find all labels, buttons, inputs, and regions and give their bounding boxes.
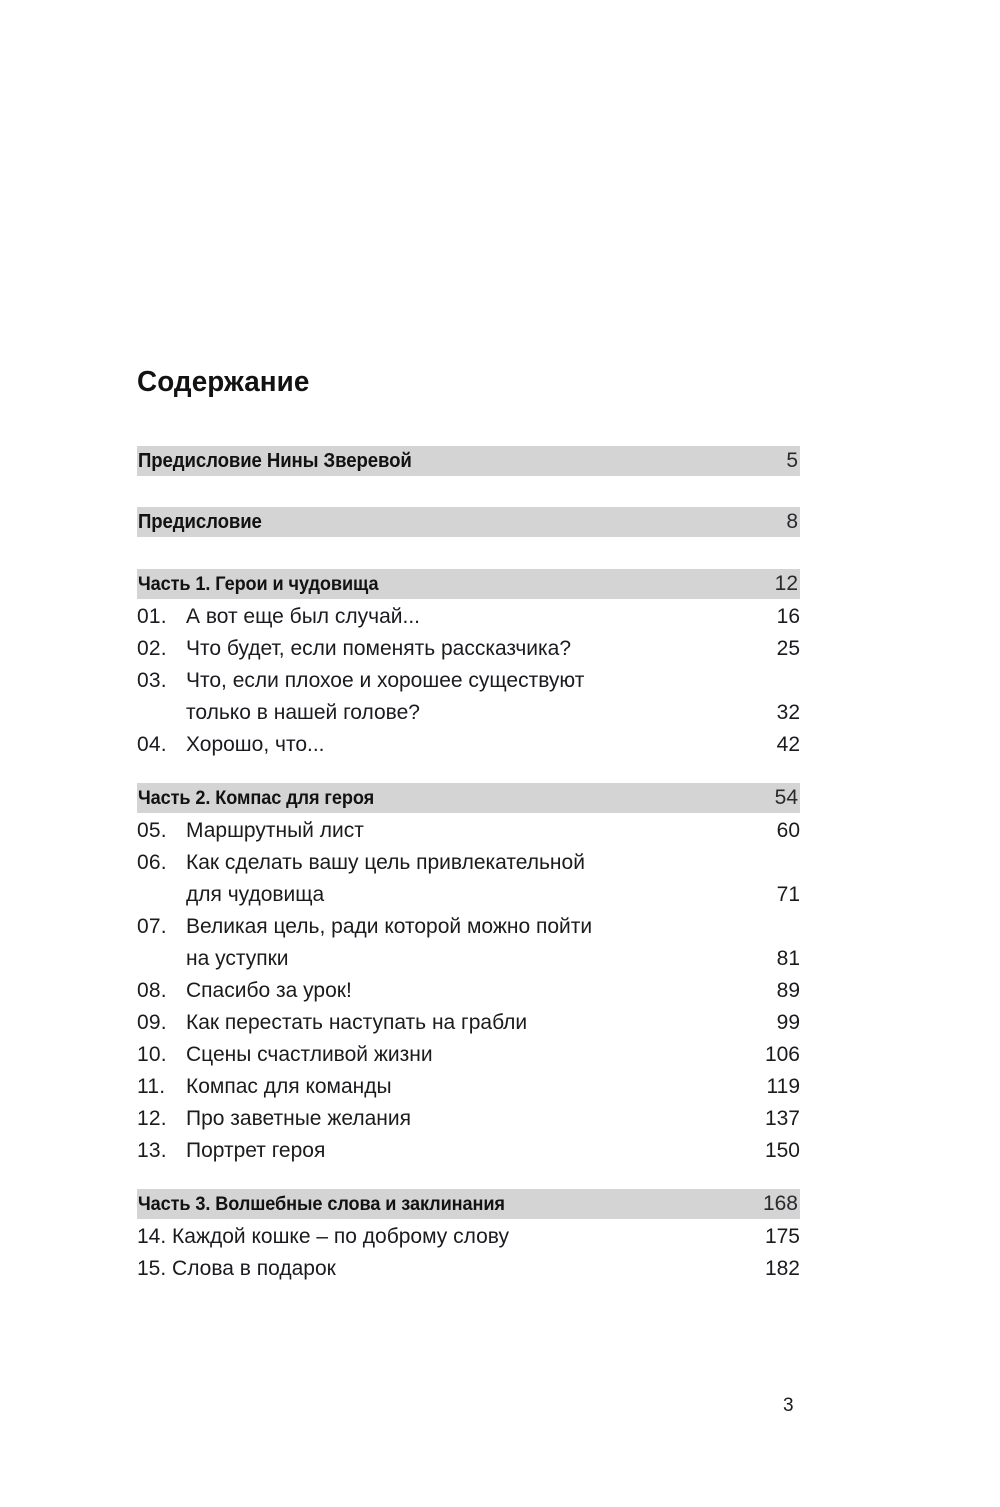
toc-entry-number: 06. [137,850,167,874]
toc-entry-page: 42 [776,732,800,756]
toc-entry-page: 99 [776,1010,800,1034]
toc-entry[interactable] [137,815,800,847]
toc-front-matter-label: Предисловие [138,510,262,533]
toc-entry-number: 11. [137,1074,166,1098]
toc-entry[interactable] [137,911,800,943]
toc-entry-number: 09. [137,1010,167,1034]
toc-entry-title-line2: на уступки [186,946,289,970]
toc-entry-title: Маршрутный лист [186,818,364,842]
toc-entry-continuation[interactable] [137,697,800,729]
toc-entry-number: 07. [137,914,167,938]
toc-front-matter-page: 5 [786,448,798,472]
toc-entry-title: Великая цель, ради которой можно пойти [186,914,593,938]
toc-entry-continuation[interactable] [137,879,800,911]
toc-entry-page: 89 [776,978,800,1002]
toc-entry-number: 01. [137,604,167,628]
toc-entry-list [137,1221,800,1285]
toc-front-matter-label: Предисловие Нины Зверевой [138,449,412,472]
spacer [137,537,800,569]
toc-front-matter-page: 8 [786,509,798,533]
toc-entry[interactable] [137,975,800,1007]
toc-entry[interactable] [137,1253,800,1285]
toc-entry-number: 03. [137,668,167,692]
toc-entry-page: 137 [764,1106,800,1130]
toc-part-header[interactable] [137,569,800,599]
toc-entry[interactable] [137,1135,800,1167]
toc-entry-title: Что будет, если поменять рассказчика? [186,636,572,660]
page-title: Содержание [137,366,310,398]
toc-part-page: 54 [774,785,798,809]
toc-entry-title: 15. Слова в подарок [137,1256,336,1280]
toc-part-header[interactable] [137,783,800,813]
toc-entry[interactable] [137,1221,800,1253]
toc-entry-page: 175 [764,1224,800,1248]
toc-entry-title: Портрет героя [186,1138,326,1162]
toc-entry[interactable] [137,729,800,761]
toc-entry-page: 25 [776,636,800,660]
toc-entry-page: 119 [766,1074,800,1098]
toc-part-label: Часть 3. Волшебные слова и заклинания [138,1192,505,1215]
toc-entry-number: 04. [137,732,167,756]
toc-entry[interactable] [137,847,800,879]
toc-part-header[interactable] [137,1189,800,1219]
toc-entry-number: 08. [137,978,167,1002]
toc-entry-title-line2: для чудовища [186,882,325,906]
toc-entry[interactable] [137,1007,800,1039]
toc-entry-title: Сцены счастливой жизни [186,1042,433,1066]
toc-entry[interactable] [137,1071,800,1103]
toc-entry-page: 81 [776,946,800,970]
toc-entry-title: Про заветные желания [186,1106,411,1130]
toc-entry-page: 150 [764,1138,800,1162]
toc-front-matter-row[interactable] [137,446,800,476]
toc-part-page: 168 [762,1191,798,1215]
toc-entry[interactable] [137,1039,800,1071]
toc-entry-number: 05. [137,818,167,842]
toc-entry-title: Компас для команды [186,1074,392,1098]
page-number: 3 [783,1395,794,1416]
toc-entry-number: 13. [137,1138,167,1162]
toc-entry-title: А вот еще был случай... [186,604,420,628]
toc-entry[interactable] [137,1103,800,1135]
toc-entry-title: 14. Каждой кошке – по доброму слову [137,1224,509,1248]
toc-entry-title: Хорошо, что... [186,732,325,756]
toc-entry-number: 12. [137,1106,167,1130]
toc-entry[interactable] [137,633,800,665]
toc-entry-title: Как сделать вашу цель привлекательной [186,850,585,874]
toc-entry-title: Спасибо за урок! [186,978,352,1002]
toc-entry-title: Как перестать наступать на грабли [186,1010,528,1034]
toc-entry-page: 60 [776,818,800,842]
toc-entry-page: 71 [776,882,800,906]
toc-entry-continuation[interactable] [137,943,800,975]
toc-entry-page: 32 [776,700,800,724]
table-of-contents [137,367,800,1285]
toc-part-label: Часть 1. Герои и чудовища [138,572,379,595]
toc-entry[interactable] [137,665,800,697]
toc-entry-title-line2: только в нашей голове? [186,700,420,724]
spacer [137,476,800,507]
toc-entry-page: 106 [764,1042,800,1066]
spacer [137,1167,800,1189]
toc-front-matter-row[interactable] [137,507,800,537]
toc-entry-number: 10. [137,1042,167,1066]
spacer [137,761,800,783]
toc-entry-list [137,815,800,1167]
toc-part-page: 12 [774,571,798,595]
toc-entry-title: Что, если плохое и хорошее существуют [186,668,585,692]
toc-part-label: Часть 2. Компас для героя [138,786,375,809]
toc-entry[interactable] [137,601,800,633]
toc-entry-number: 02. [137,636,167,660]
toc-entry-page: 16 [776,604,800,628]
toc-entry-page: 182 [764,1256,800,1280]
toc-entry-list [137,601,800,761]
